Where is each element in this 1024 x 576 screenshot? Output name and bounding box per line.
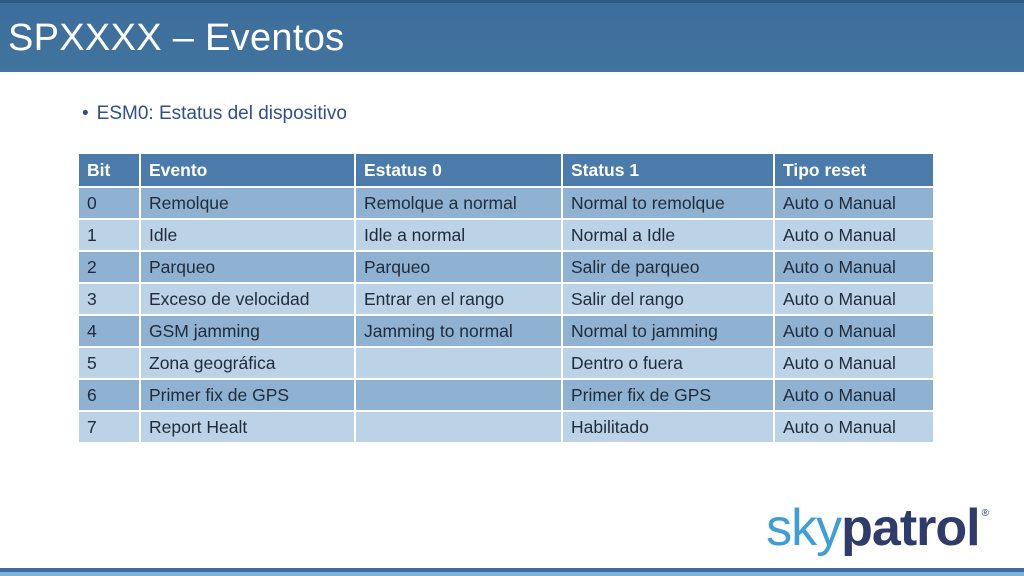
cell-tipo-reset: Auto o Manual	[774, 411, 934, 443]
cell-tipo-reset: Auto o Manual	[774, 251, 934, 283]
header-estatus-0: Estatus 0	[355, 153, 562, 187]
cell-bit: 1	[78, 219, 140, 251]
cell-status-1: Primer fix de GPS	[562, 379, 774, 411]
cell-tipo-reset: Auto o Manual	[774, 379, 934, 411]
cell-status-1: Normal to jamming	[562, 315, 774, 347]
cell-estatus-0: Parqueo	[355, 251, 562, 283]
cell-status-1: Normal a Idle	[562, 219, 774, 251]
header-bit: Bit	[78, 153, 140, 187]
registered-mark: ®	[981, 508, 988, 519]
cell-evento: Report Healt	[140, 411, 355, 443]
cell-estatus-0	[355, 379, 562, 411]
table-header-row	[78, 153, 934, 187]
cell-bit: 4	[78, 315, 140, 347]
cell-status-1: Salir del rango	[562, 283, 774, 315]
table-row	[78, 347, 934, 379]
table-row	[78, 219, 934, 251]
bullet-item	[82, 103, 347, 125]
header-evento: Evento	[140, 153, 355, 187]
title-bar	[0, 0, 1024, 72]
table-row	[78, 251, 934, 283]
bullet-dot: •	[82, 103, 89, 124]
table-row	[78, 283, 934, 315]
cell-estatus-0: Entrar en el rango	[355, 283, 562, 315]
logo-sky-text: sky	[766, 499, 842, 557]
cell-evento: Zona geográfica	[140, 347, 355, 379]
cell-tipo-reset: Auto o Manual	[774, 347, 934, 379]
cell-estatus-0: Jamming to normal	[355, 315, 562, 347]
table-row	[78, 411, 934, 443]
cell-estatus-0	[355, 411, 562, 443]
cell-bit: 7	[78, 411, 140, 443]
header-tipo-reset: Tipo reset	[774, 153, 934, 187]
table-row	[78, 315, 934, 347]
events-table	[77, 152, 935, 444]
bullet-text: ESM0: Estatus del dispositivo	[96, 103, 347, 124]
cell-bit: 6	[78, 379, 140, 411]
cell-tipo-reset: Auto o Manual	[774, 187, 934, 219]
cell-evento: Exceso de velocidad	[140, 283, 355, 315]
cell-tipo-reset: Auto o Manual	[774, 219, 934, 251]
cell-estatus-0: Idle a normal	[355, 219, 562, 251]
cell-status-1: Normal to remolque	[562, 187, 774, 219]
header-status-1: Status 1	[562, 153, 774, 187]
cell-tipo-reset: Auto o Manual	[774, 315, 934, 347]
table-row	[78, 187, 934, 219]
cell-bit: 2	[78, 251, 140, 283]
table-row	[78, 379, 934, 411]
skypatrol-logo	[766, 498, 988, 558]
slide-title: SPXXXX – Eventos	[8, 17, 345, 59]
cell-evento: Idle	[140, 219, 355, 251]
cell-bit: 5	[78, 347, 140, 379]
cell-evento: Primer fix de GPS	[140, 379, 355, 411]
cell-evento: GSM jamming	[140, 315, 355, 347]
cell-evento: Remolque	[140, 187, 355, 219]
bottom-accent-line	[0, 568, 1024, 576]
cell-status-1: Salir de parqueo	[562, 251, 774, 283]
cell-bit: 0	[78, 187, 140, 219]
cell-estatus-0	[355, 347, 562, 379]
cell-status-1: Dentro o fuera	[562, 347, 774, 379]
cell-status-1: Habilitado	[562, 411, 774, 443]
cell-evento: Parqueo	[140, 251, 355, 283]
cell-bit: 3	[78, 283, 140, 315]
logo-patrol-text: patrol	[841, 499, 980, 557]
cell-tipo-reset: Auto o Manual	[774, 283, 934, 315]
cell-estatus-0: Remolque a normal	[355, 187, 562, 219]
